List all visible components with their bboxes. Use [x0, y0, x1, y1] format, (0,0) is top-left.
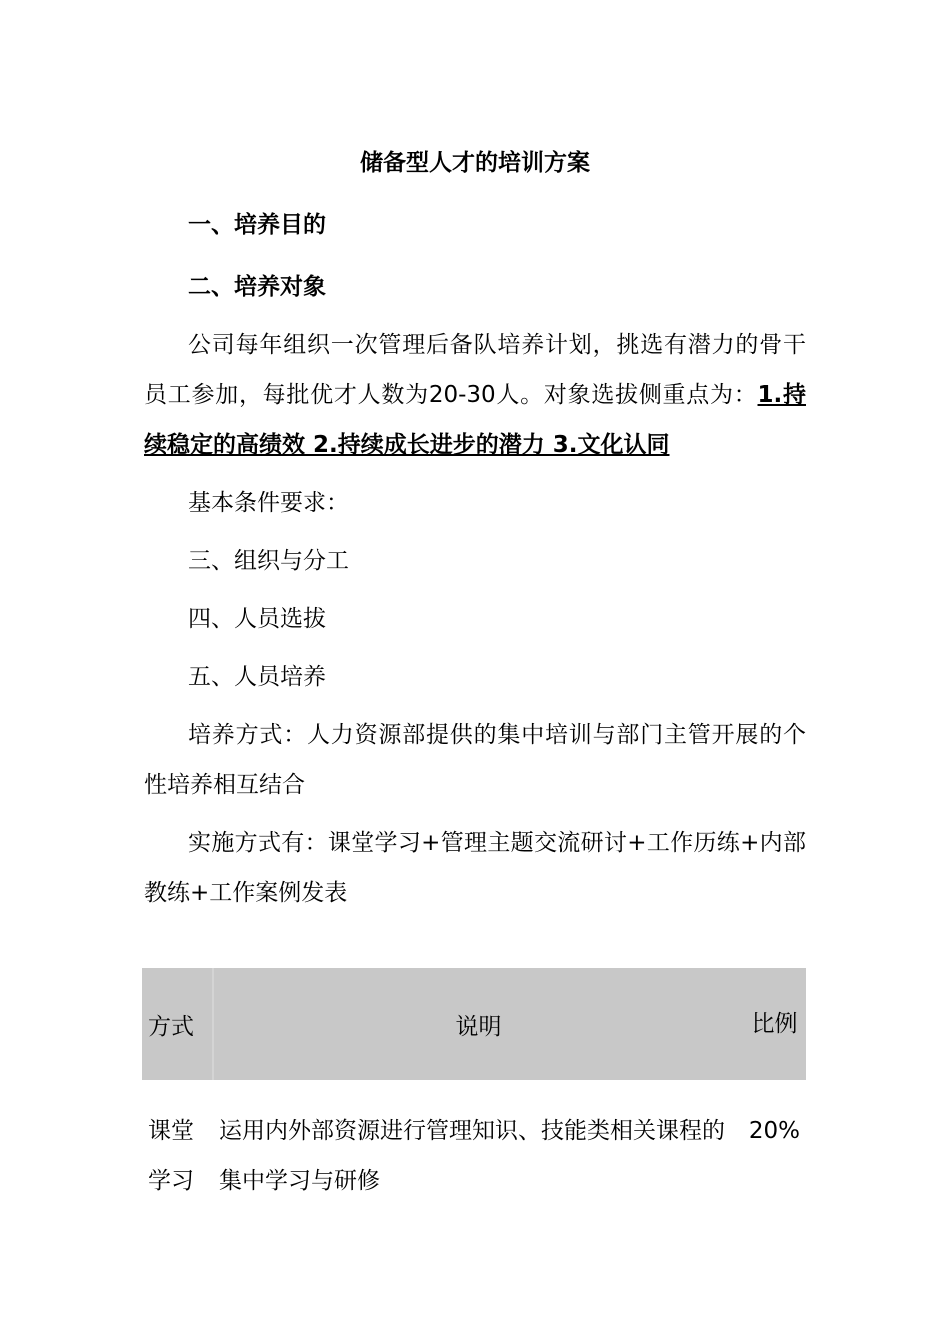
cell-ratio: 20%: [748, 1118, 800, 1144]
section-heading-training: 五、人员培养: [188, 664, 326, 690]
selection-criteria: 1.持续稳定的高绩效 2.持续成长进步的潜力 3.文化认同: [144, 382, 806, 458]
target-paragraph: [144, 320, 806, 470]
section-heading-organization: 三、组织与分工: [188, 548, 349, 574]
table-row: [142, 1080, 806, 1206]
header-mode: 方式: [142, 968, 213, 1080]
section-heading-purpose: 一、培养目的: [188, 212, 326, 238]
implementation-paragraph: 实施方式有：课堂学习+管理主题交流研讨+工作历练+内部教练+工作案例发表: [144, 830, 806, 906]
header-ratio: 比例: [743, 968, 806, 1080]
target-paragraph-text: 公司每年组织一次管理后备队培养计划，挑选有潜力的骨干员工参加，每批优才人数为20-30人。对象选拔侧重点为：: [144, 332, 806, 408]
header-description: 说明: [213, 968, 743, 1080]
document-body: [144, 138, 806, 918]
document-title: 储备型人才的培训方案: [360, 150, 590, 176]
table-header-row: [142, 968, 806, 1080]
cell-description: 运用内外部资源进行管理知识、技能类相关课程的集中学习与研修: [219, 1118, 725, 1194]
cell-mode: 课堂学习: [148, 1118, 194, 1194]
section-heading-selection: 四、人员选拔: [188, 606, 326, 632]
training-table: [142, 968, 806, 1206]
training-method-paragraph: 培养方式：人力资源部提供的集中培训与部门主管开展的个性培养相互结合: [144, 722, 806, 798]
basic-requirements: 基本条件要求：: [188, 490, 349, 516]
section-heading-target: 二、培养对象: [188, 274, 326, 300]
